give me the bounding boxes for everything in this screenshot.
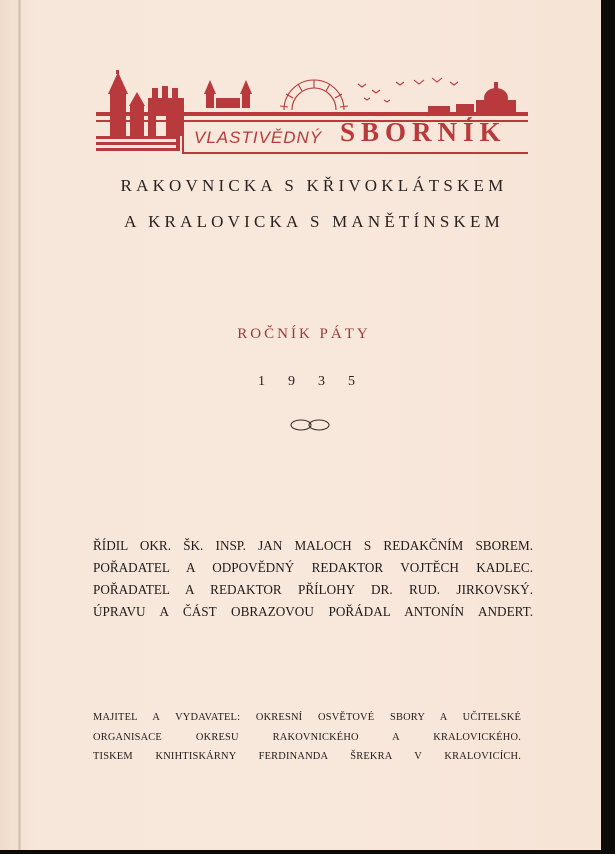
volume-label: ROČNÍK PÁTY [237, 326, 371, 342]
subtitle-line-2: A KRALOVICKA S MANĚTÍNSKEM [124, 212, 504, 231]
masthead-banner [96, 70, 528, 162]
credit-line: POŘADATEL A REDAKTOR PŘÍLOHY DR. RUD. JIRKOVSKÝ. [93, 582, 533, 597]
credit-line: ÚPRAVU A ČÁST OBRAZOVOU POŘÁDAL ANTONÍN ANDERT. [93, 604, 533, 619]
publisher-block [93, 708, 521, 767]
double-loop-ornament-icon [289, 418, 331, 432]
credit-line: ŘÍDIL OKR. ŠK. INSP. JAN MALOCH S REDAKČNÍM SBOREM. [93, 538, 533, 553]
masthead-word-left: VLASTIVĚDNÝ [194, 128, 323, 147]
masthead-word-right: SBORNÍK [340, 117, 507, 147]
year-label: 1935 [258, 374, 378, 389]
publisher-line: ORGANISACE OKRESU RAKOVNICKÉHO A KRALOVICKÉHO. [93, 731, 521, 743]
credit-line: POŘADATEL A ODPOVĚDNÝ REDAKTOR VOJTĚCH KADLEC. [93, 560, 533, 575]
page-fold [18, 0, 21, 850]
credits-block [93, 535, 533, 623]
publisher-line: TISKEM KNIHTISKÁRNY FERDINANDA ŠREKRA V KRALOVICÍCH. [93, 751, 521, 762]
page-edge-shadow [601, 0, 608, 850]
subtitle-line-1: RAKOVNICKA S KŘIVOKLÁTSKEM [120, 176, 508, 195]
publisher-line: MAJITEL A VYDAVATEL: OKRESNÍ OSVĚTOVÉ SBORY A UČITELSKÉ [93, 712, 521, 723]
